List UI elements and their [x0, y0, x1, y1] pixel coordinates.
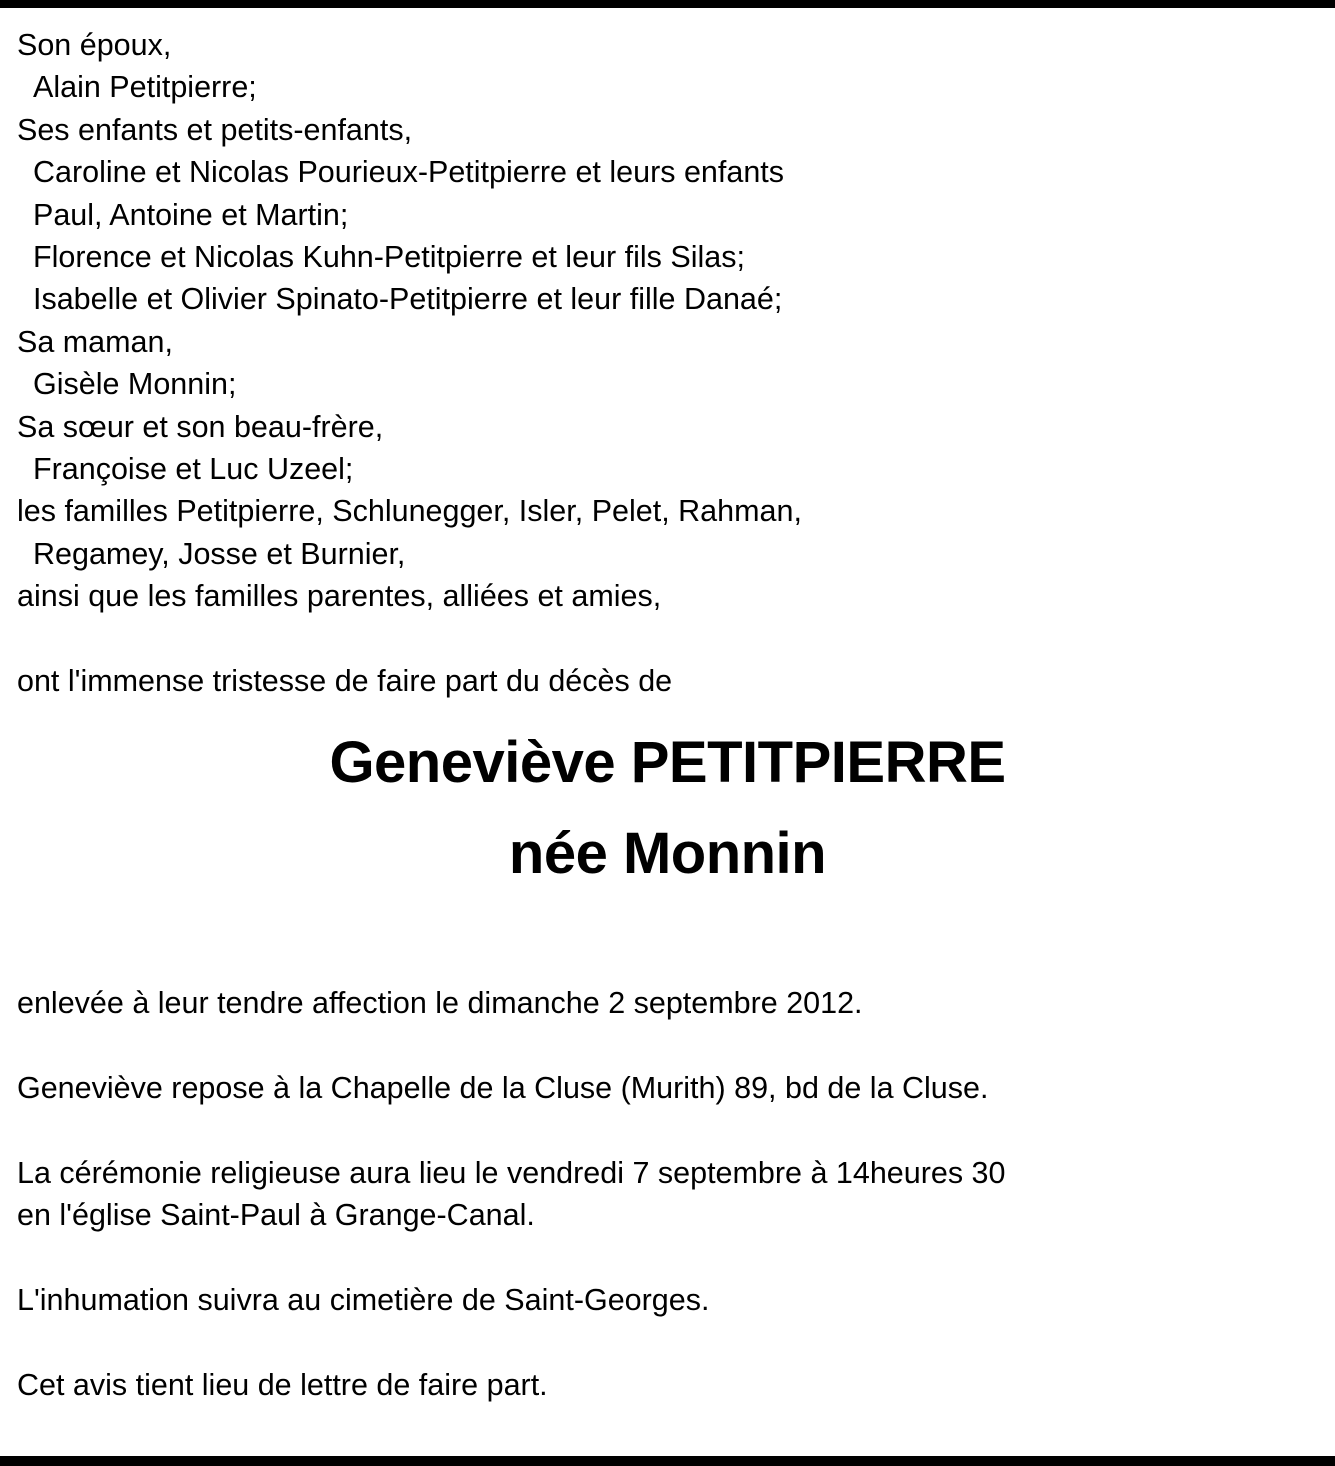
family-line: Florence et Nicolas Kuhn-Petitpierre et leur fils Silas; [33, 239, 745, 274]
ceremony-line-2: en l'église Saint-Paul à Grange-Canal. [17, 1197, 535, 1232]
deceased-maiden-name: née Monnin [508, 821, 827, 886]
announcement: ont l'immense tristesse de faire part du décès de [17, 663, 673, 698]
family-line: Isabelle et Olivier Spinato-Petitpierre et leur fille Danaé; [33, 282, 783, 317]
family-line: ainsi que les familles parentes, alliées et amies, [17, 579, 662, 614]
family-line: Françoise et Luc Uzeel; [33, 451, 354, 486]
death-date: enlevée à leur tendre affection le dimanche 2 septembre 2012. [17, 986, 863, 1020]
closing-note: Cet avis tient lieu de lettre de faire part. [17, 1367, 548, 1402]
ceremony-line-1: La cérémonie religieuse aura lieu le vendredi 7 septembre à 14heures 30 [17, 1155, 1006, 1190]
details [17, 982, 1317, 1406]
family-line: Sa maman, [17, 324, 173, 359]
repose-location: Geneviève repose à la Chapelle de la Cluse (Murith) 89, bd de la Cluse. [17, 1070, 989, 1105]
top-border [0, 0, 1335, 8]
family-line: Regamey, Josse et Burnier, [33, 536, 406, 571]
burial-info: L'inhumation suivra au cimetière de Saint-Georges. [17, 1282, 710, 1317]
family-line: Alain Petitpierre; [33, 70, 257, 105]
family-line: Caroline et Nicolas Pourieux-Petitpierre et leurs enfants [33, 155, 785, 190]
family-list [17, 24, 1317, 702]
family-line: Sa sœur et son beau-frère, [17, 409, 384, 444]
family-line: Ses enfants et petits-enfants, [17, 112, 413, 147]
family-line: Gisèle Monnin; [33, 367, 237, 402]
family-line: Son époux, [17, 28, 172, 62]
deceased-name-block [0, 717, 1335, 899]
family-line: les familles Petitpierre, Schlunegger, Isler, Pelet, Rahman, [17, 494, 802, 529]
bottom-border [0, 1456, 1335, 1466]
deceased-name: Geneviève PETITPIERRE [329, 730, 1006, 795]
family-line: Paul, Antoine et Martin; [33, 197, 349, 232]
